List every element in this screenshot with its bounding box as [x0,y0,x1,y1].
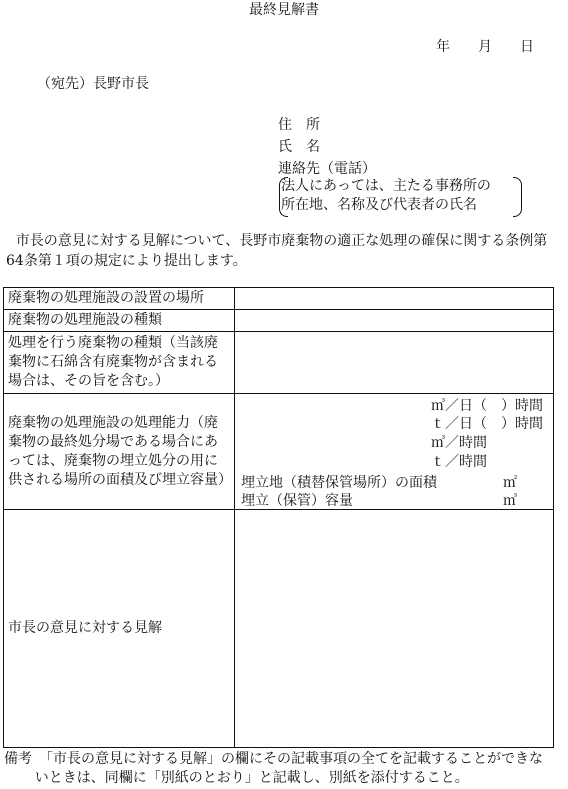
table-row [4,288,554,310]
remarks-line1: 備考 「市長の意見に対する見解」の欄にその記載事項の全てを記載することができな [4,751,543,767]
landfill-area-unit: ㎡ [503,475,517,491]
mayor-opinion-response-field[interactable] [235,510,554,748]
capacity-line-3: ㎥／時間 [431,435,487,451]
addressee: （宛先）長野市長 [37,76,149,92]
page-title: 最終見解書 [249,2,319,18]
table-row [4,394,554,510]
capacity-field[interactable] [235,394,554,510]
landfill-volume-label: 埋立（保管）容量 [241,493,353,509]
landfill-area-label: 埋立地（積替保管場所）の面積 [241,475,437,491]
date-year: 年 [436,39,450,55]
intro-paragraph: 市長の意見に対する見解について、長野市廃棄物の適正な処理の確保に関する条例第64条第１項の規定により提出します。 [6,233,548,269]
applicant-block [278,114,376,180]
capacity-label: 廃棄物の処理施設の処理能力（廃棄物の最終処分場である場合にあっては、廃棄物の埋立処分の用に供される場所の面積及び埋立容量） [4,394,235,510]
remarks [4,750,564,788]
applicant-name-label: 氏 名 [278,139,320,155]
table-row [4,510,554,748]
applicant-address-label: 住 所 [278,117,320,133]
corporation-note-line1: 法人にあっては、主たる事務所の [281,178,491,194]
location-field[interactable] [235,288,554,310]
waste-type-field[interactable] [235,332,554,394]
right-bracket [513,177,522,217]
capacity-line-2: ｔ／日（ ）時間 [431,416,543,432]
applicant-contact-label: 連絡先（電話） [278,161,376,177]
table-row [4,332,554,394]
remarks-line2: いときは、同欄に「別紙のとおり」と記載し、別紙を添付すること。 [34,770,469,786]
location-label: 廃棄物の処理施設の設置の場所 [4,288,235,310]
mayor-opinion-response-label: 市長の意見に対する見解 [4,510,235,748]
facility-type-label: 廃棄物の処理施設の種類 [4,310,235,332]
facility-type-field[interactable] [235,310,554,332]
landfill-volume-unit: ㎥ [503,493,517,509]
corporation-note [281,177,491,215]
date-line [436,38,534,56]
corporation-note-line2: 所在地、名称及び代表者の氏名 [281,197,477,213]
facility-table [3,287,554,748]
capacity-line-4: ｔ／時間 [431,454,487,470]
table-row [4,310,554,332]
date-month: 月 [478,39,492,55]
date-day: 日 [520,39,534,55]
waste-type-label: 処理を行う廃棄物の種類（当該廃棄物に石綿含有廃棄物が含まれる場合は、その旨を含む。） [4,332,235,394]
capacity-line-1: ㎥／日（ ）時間 [431,398,543,414]
